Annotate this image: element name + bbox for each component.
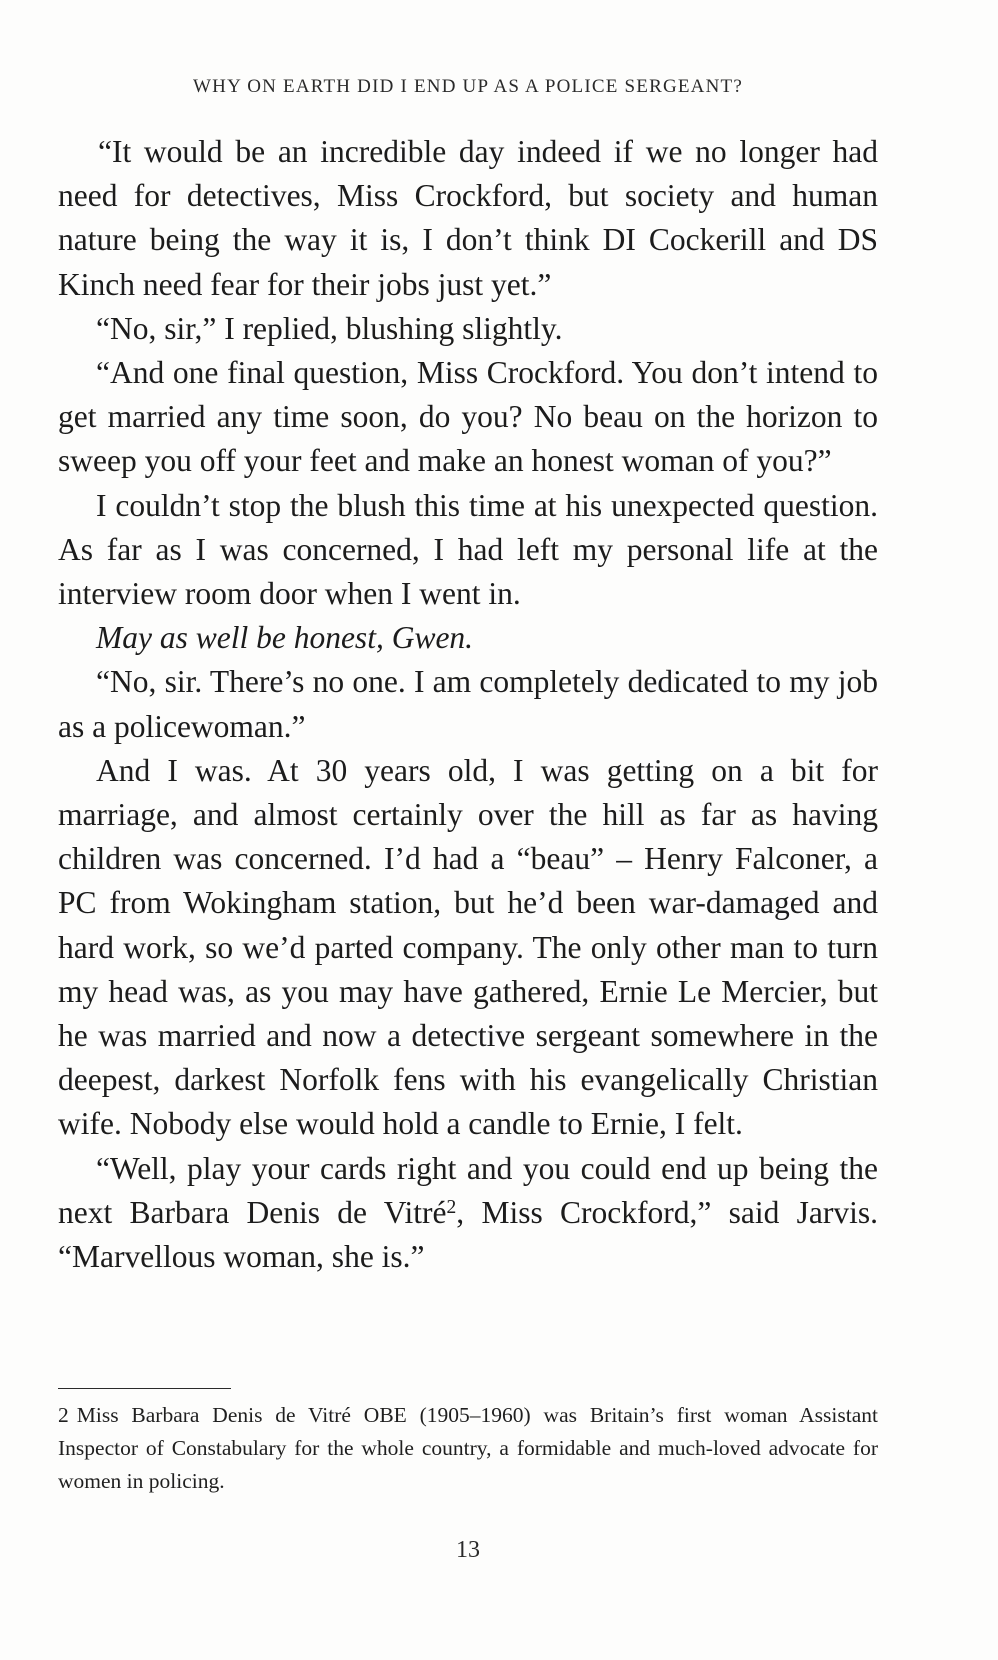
footnote [58, 1399, 878, 1498]
footnote-number: 2 [58, 1403, 69, 1427]
paragraph-blush: I couldn’t stop the blush this time at his unexpected question. As far as I was concerned, I had left my personal life at the interview room door when I went in. [58, 487, 878, 612]
body-text [58, 130, 878, 1279]
paragraph-no-sir-reply: “No, sir,” I replied, blushing slightly. [96, 310, 563, 346]
paragraph-jarvis-remark [58, 1147, 878, 1280]
paragraph-detectives-remark: “It would be an incredible day indeed if we no longer had need for detectives, Miss Crockford, but society and human nature being the way it is, I don’t think DI Cockerill and DS Kinch need fear for their jobs just yet.” [58, 134, 878, 302]
footnote-reference[interactable]: 2 [446, 1197, 457, 1219]
running-head: WHY ON EARTH DID I END UP AS A POLICE SERGEANT? [193, 76, 743, 97]
paragraph-dedicated-reply: “No, sir. There’s no one. I am completely dedicated to my job as a policewoman.” [58, 664, 878, 744]
paragraph-final-question: “And one final question, Miss Crockford. You don’t intend to get married any time soon, do you? No beau on the horizon to sweep you off your feet and make an honest woman of you?” [58, 355, 878, 479]
paragraph-and-i-was: And I was. At 30 years old, I was getting on a bit for marriage, and almost certainly over the hill as far as having children was concerned. I’d had a “beau” – Henry Falconer, a PC from Wokingham station, but he’d been war-damaged and hard work, so we’d parted company. The only other man to turn my head was, as you may have gathered, Ernie Le Mercier, but he was married and now a detective sergeant somewhere in the deepest, darkest Norfolk fens with his evangelically Christian wife. Nobody else would hold a candle to Ernie, I felt. [58, 752, 878, 1142]
footnote-divider [58, 1388, 231, 1389]
page-number: 13 [456, 1537, 480, 1563]
jarvis-remark-after: , Miss Crockford,” said Jarvis. “Marvellous woman, she is.” [58, 1194, 878, 1275]
jarvis-remark-before: “Well, play your cards right and you could end up being the next Barbara Denis de Vitré [58, 1150, 878, 1230]
paragraph-inner-thought: May as well be honest, Gwen. [96, 620, 474, 656]
footnote-text: Miss Barbara Denis de Vitré OBE (1905–1960) was Britain’s first woman Assistant Inspector of Constabulary for the whole country, a formidable and much-loved advocate for women in policing. [58, 1403, 878, 1493]
